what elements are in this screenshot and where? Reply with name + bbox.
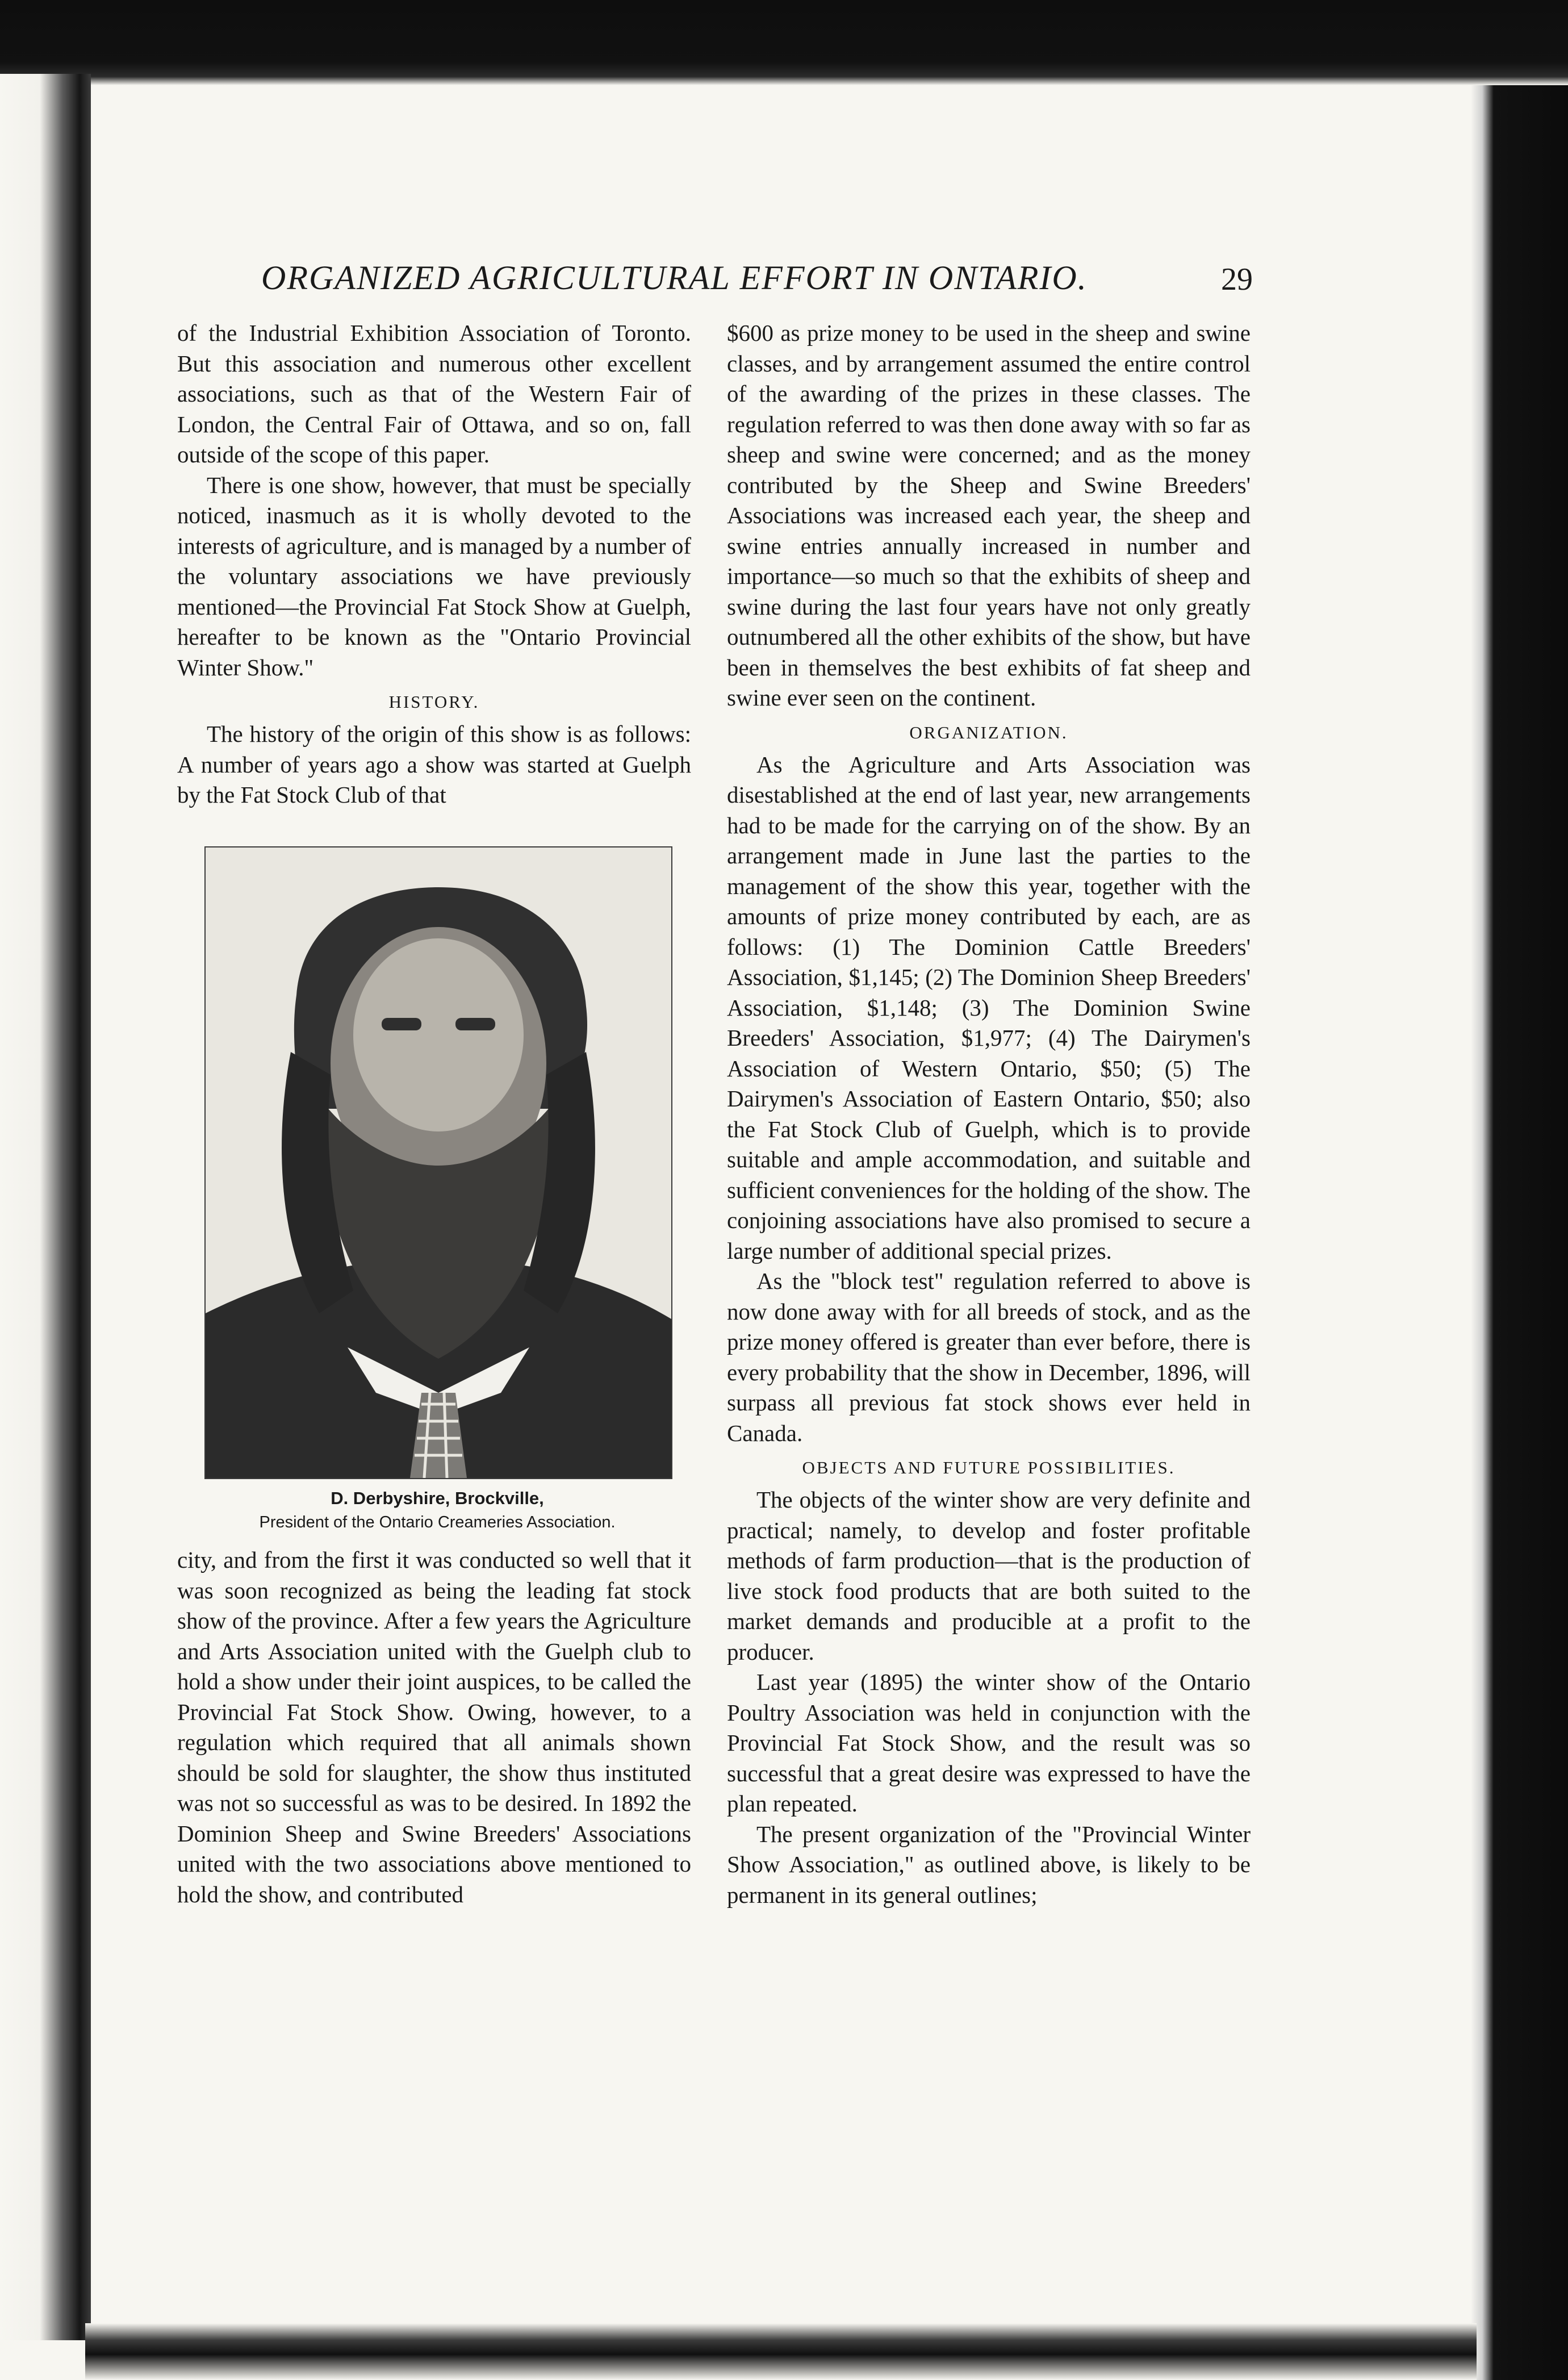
paragraph: of the Industrial Exhibition Association of Toronto. But this association and numerous other excellent associations, such as that of the Western Fair of London, the Central Fair of Ottawa, and so on, fall outside of the scope of this paper. — [177, 320, 691, 467]
page-number: 29 — [1221, 262, 1253, 297]
figure-caption — [182, 1487, 693, 1534]
paragraph: The present organization of the "Provincial Winter Show Association," as outlined above, is likely to be permanent in its general outlines; — [727, 1821, 1251, 1908]
portrait-photo — [204, 846, 672, 1479]
paragraph: The history of the origin of this show is as follows: A number of years ago a show was started at Guelph by the Fat Stock Club of that — [177, 721, 691, 808]
paragraph: $600 as prize money to be used in the sheep and swine classes, and by arrangement assumed the entire control of the awarding of the prizes in these classes. The regulation referred to was then done away with so far as sheep and swine were concerned; and as the money contributed by the Sheep and Swine Breeders' Associations was increased each year, the sheep and swine entries annually increased in number and importance—so much so that the exhibits of sheep and swine during the last four years have not only greatly outnumbered all the other exhibits of the show, but have been in themselves the best exhibits of fat sheep and swine ever seen on the continent. — [727, 320, 1251, 711]
scan-border-right — [1471, 85, 1568, 2380]
left-column-bottom — [177, 1545, 691, 2102]
right-column — [727, 318, 1251, 2102]
left-column-top — [177, 318, 691, 829]
paragraph: As the Agriculture and Arts Association was disestablished at the end of last year, new arrangements had to be made for the carrying on of the show. By an arrangement made in June last the parties to the management of the show this year, together with the amounts of prize money contributed by each, are as follows: (1) The Dominion Cattle Breeders' Association, $1,145; (2) The Dominion Sheep Breeders' Association, $1,148; (3) The Dominion Swine Breeders' Association, $1,977; (4) The Dairymen's Association of Western Ontario, $50; (5) The Dairymen's Association of Eastern Ontario, $50; also the Fat Stock Club of Guelph, which is to provide suitable and ample accommodation, and suitable and sufficient conveniences for the holding of the show. The conjoining associations have also promised to secure a large number of additional special prizes. — [727, 751, 1251, 1264]
section-heading-organization: ORGANIZATION. — [909, 722, 1068, 742]
portrait-illustration — [206, 847, 671, 1478]
paragraph: As the "block test" regulation referred to above is now done away with for all breeds of stock, and as the prize money offered is greater than ever before, there is every probability that the show in December, 1896, will surpass all previous fat stock shows ever held in Canada. — [727, 1268, 1251, 1446]
scan-border-bottom — [85, 2323, 1477, 2380]
caption-title: President of the Ontario Creameries Association. — [259, 1513, 616, 1531]
section-heading-history: HISTORY. — [388, 692, 480, 712]
running-title: ORGANIZED AGRICULTURAL EFFORT IN ONTARIO. — [261, 259, 1088, 297]
paragraph: There is one show, however, that must be specially noticed, inasmuch as it is wholly devoted to the interests of agriculture, and is managed by a number of the voluntary associations we have previously mentioned—the Provincial Fat Stock Show at Guelph, hereafter to be known as the "Ontario Provincial Winter Show." — [177, 471, 691, 680]
paragraph: city, and from the first it was conducted so well that it was soon recognized as being the leading fat stock show of the province. After a few years the Agriculture and Arts Association united with the Guelph club to hold a show under their joint auspices, to be called the Provincial Fat Stock Show. Owing, however, to a regulation which required that all animals shown should be sold for slaughter, the show thus instituted was not so successful as was to be desired. In 1892 the Dominion Sheep and Swine Breeders' Associations united with the two associations above mentioned to hold the show, and contributed — [177, 1547, 691, 1907]
paragraph: The objects of the winter show are very definite and practical; namely, to develop and foster profitable methods of farm production—that is the production of live stock food products that are both suited to the market demands and producible at a profit to the producer. — [727, 1487, 1251, 1665]
paragraph: Last year (1895) the winter show of the Ontario Poultry Association was held in conjunction with the Provincial Fat Stock Show, and the result was so successful that a great desire was expressed to have the plan repeated. — [727, 1669, 1251, 1817]
scan-border-left — [0, 74, 91, 2340]
scan-border-top — [0, 0, 1568, 85]
section-heading-objects: OBJECTS AND FUTURE POSSIBILITIES. — [802, 1458, 1176, 1477]
caption-name: D. Derbyshire, Brockville, — [331, 1488, 544, 1508]
